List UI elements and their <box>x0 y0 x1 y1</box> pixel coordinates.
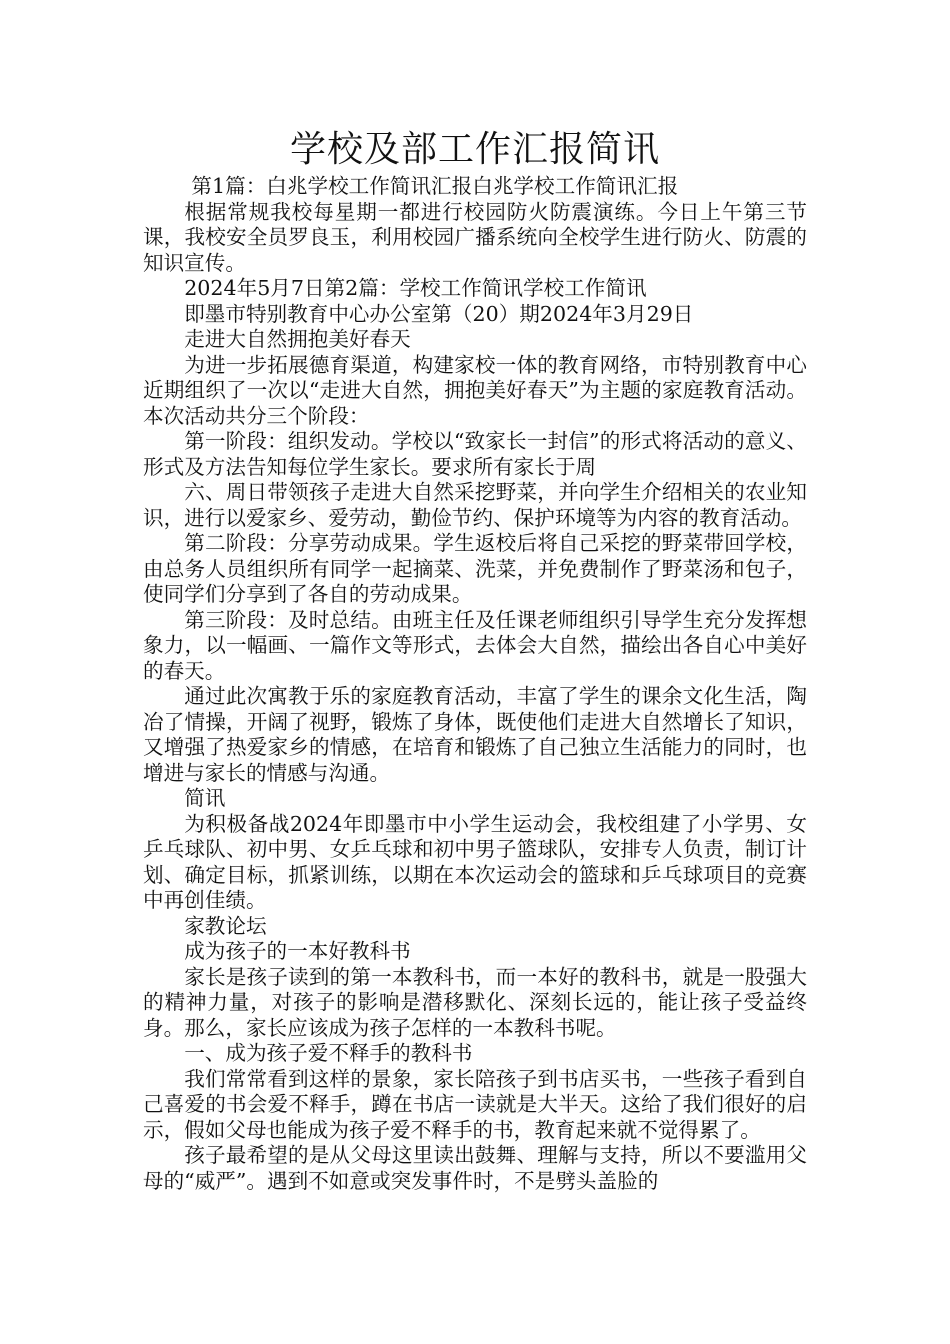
paragraph-19: 孩子最希望的是从父母这里读出鼓舞、理解与支持，所以不要滥用父母的“威严”。遇到不如意或突发事件时，不是劈头盖脸的 <box>143 1143 807 1193</box>
document-body <box>143 174 807 1194</box>
paragraph-6: 为进一步拓展德育渠道，构建家校一体的教育网络，市特别教育中心近期组织了一次以“走进大自然，拥抱美好春天”为主题的家庭教育活动。本次活动共分三个阶段： <box>143 352 807 428</box>
paragraph-7: 第一阶段：组织发动。学校以“致家长一封信”的形式将活动的意义、形式及方法告知每位学生家长。要求所有家长于周 <box>143 429 807 479</box>
paragraph-12: 简讯 <box>184 786 226 810</box>
paragraph-8: 六、周日带领孩子走进大自然采挖野菜，并向学生介绍相关的农业知识，进行以爱家乡、爱劳动，勤俭节约、保护环境等为内容的教育活动。 <box>143 480 807 530</box>
paragraph-3: 2024年5月7日第2篇：学校工作简讯学校工作简讯 <box>184 276 647 300</box>
paragraph-10: 第三阶段：及时总结。由班主任及任课老师组织引导学生充分发挥想象力，以一幅画、一篇作文等形式，去体会大自然，描绘出各自心中美好的春天。 <box>143 607 807 683</box>
document-title: 学校及部工作汇报简讯 <box>289 129 660 170</box>
paragraph-17: 一、成为孩子爱不释手的教科书 <box>184 1041 473 1065</box>
paragraph-14: 家教论坛 <box>184 913 267 938</box>
paragraph-15: 成为孩子的一本好教科书 <box>184 939 411 963</box>
paragraph-18: 我们常常看到这样的景象，家长陪孩子到书店买书，一些孩子看到自己喜爱的书会爱不释手，蹲在书店一读就是大半天。这给了我们很好的启示，假如父母也能成为孩子爱不释手的书，教育起来就不觉得累了。 <box>143 1066 807 1142</box>
paragraph-1: 第1篇：白兆学校工作简讯汇报白兆学校工作简讯汇报 <box>191 174 679 198</box>
paragraph-4: 即墨市特别教育中心办公室第（20）期2024年3月29日 <box>184 301 694 326</box>
paragraph-13: 为积极备战2024年即墨市中小学生运动会，我校组建了小学男、女乒乓球队、初中男、女乒乓球和初中男子篮球队，安排专人负责，制订计划、确定目标，抓紧训练，以期在本次运动会的篮球和乒乓球项目的竞赛中再创佳绩。 <box>143 811 807 912</box>
paragraph-5: 走进大自然拥抱美好春天 <box>184 327 411 351</box>
paragraph-16: 家长是孩子读到的第一本教科书，而一本好的教科书，就是一股强大的精神力量，对孩子的影响是潜移默化、深刻长远的，能让孩子受益终身。那么，家长应该成为孩子怎样的一本教科书呢。 <box>143 964 807 1040</box>
paragraph-11: 通过此次寓教于乐的家庭教育活动，丰富了学生的课余文化生活，陶冶了情操，开阔了视野，锻炼了身体，既使他们走进大自然增长了知识，又增强了热爱家乡的情感，在培育和锻炼了自己独立生活能力的同时，也增进与家长的情感与沟通。 <box>143 684 807 785</box>
paragraph-9: 第二阶段：分享劳动成果。学生返校后将自己采挖的野菜带回学校，由总务人员组织所有同学一起摘菜、洗菜，并免费制作了野菜汤和包子，使同学们分享到了各自的劳动成果。 <box>143 531 807 606</box>
paragraph-2: 根据常规我校每星期一都进行校园防火防震演练。今日上午第三节课，我校安全员罗良玉，利用校园广播系统向全校学生进行防火、防震的知识宣传。 <box>143 199 807 275</box>
